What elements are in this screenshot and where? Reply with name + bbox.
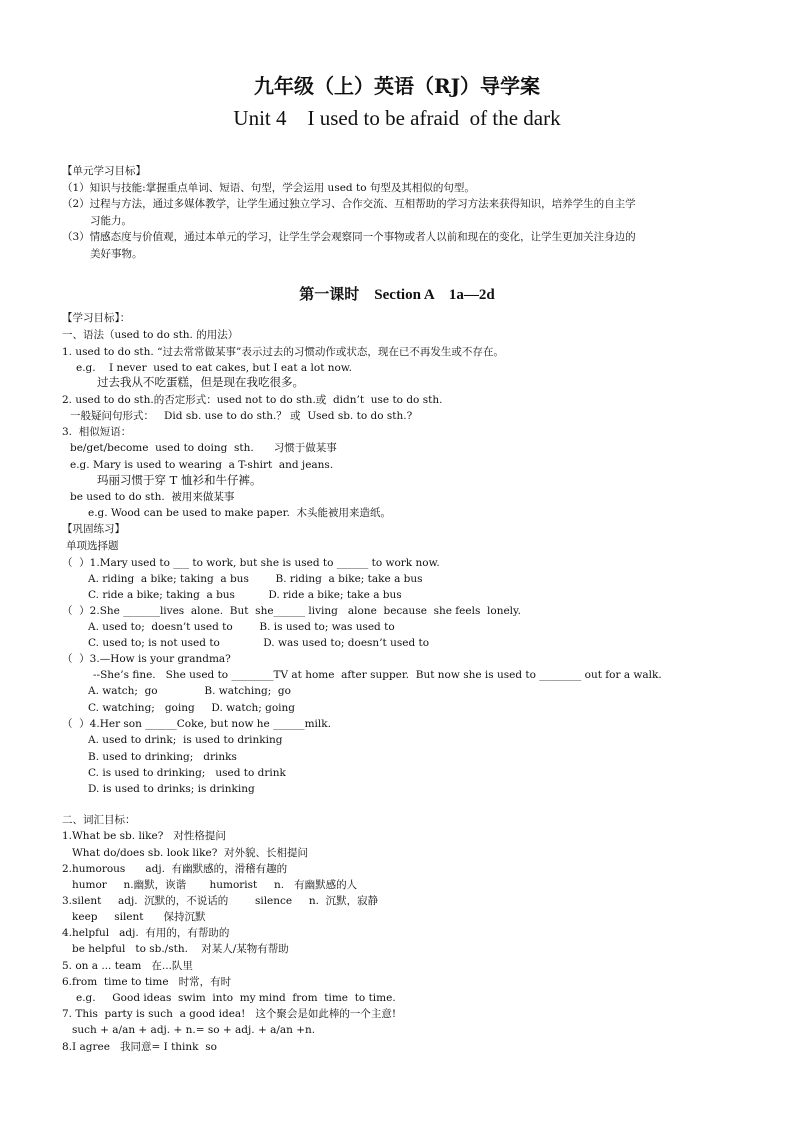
unit-goal-3: （3）情感态度与价值观，通过本单元的学习，让学生学会观察同一个事物或者人以前和现在的变化，让学生更加关注身边的 — [62, 231, 636, 243]
grammar-example-1: e.g. I never used to eat cakes, but I eat a lot now. — [76, 362, 352, 374]
vocab-item-7-sub: such + a/an + adj. + n.= so + adj. + a/an +n. — [72, 1024, 316, 1036]
vocab-item-4: 4.helpful adj. 有用的，有帮助的 — [62, 927, 230, 939]
question-3-options-ab: A. watch; go B. watching; go — [88, 685, 291, 697]
grammar-point-2-question: 一般疑问句形式： Did sb. use to do sth.？ 或 Used sb. to do sth.? — [70, 410, 413, 422]
vocab-heading: 二、词汇目标： — [62, 814, 136, 826]
question-4-option-c: C. is used to drinking; used to drink — [88, 767, 286, 779]
vocab-item-4-sub: be helpful to sb./sth. 对某人/某物有帮助 — [72, 943, 289, 955]
question-4-option-d: D. is used to drinks; is drinking — [88, 783, 255, 795]
vocab-item-7: 7. This party is such a good idea! 这个聚会是如此棒的一个主意! — [62, 1008, 397, 1020]
grammar-heading: 一、语法（used to do sth. 的用法） — [62, 329, 239, 341]
similar-phrase-2: be used to do sth. 被用来做某事 — [70, 491, 235, 503]
page-title: 九年级（上）英语（RJ）导学案 — [253, 74, 541, 98]
question-2-options-ab: A. used to; doesn’t used to B. is used to; was used to — [88, 621, 395, 633]
learning-goals-heading: 【学习目标】： — [62, 312, 131, 324]
question-3-body: --She’s fine. She used to ________TV at home after supper. But now she is used to ________ out for a walk. — [93, 669, 662, 681]
vocab-item-2: 2.humorous adj. 有幽默感的，滑稽有趣的 — [62, 863, 288, 875]
grammar-point-2: 2. used to do sth.的否定形式：used not to do sth.或 didn’t use to do sth. — [62, 394, 443, 406]
vocab-item-6: 6.from time to time 时常，有时 — [62, 976, 232, 988]
page-subtitle: Unit 4 I used to be afraid of the dark — [233, 106, 561, 130]
grammar-example-1-cn: 过去我从不吃蛋糕，但是现在我吃很多。 — [97, 375, 304, 389]
lesson-title: 第一课时 Section A 1a—2d — [299, 287, 495, 303]
vocab-item-3: 3.silent adj. 沉默的，不说话的 silence n. 沉默，寂静 — [62, 895, 379, 907]
question-2-options-cd: C. used to; is not used to D. was used to; doesn’t used to — [88, 637, 430, 649]
unit-goal-3-cont: 美好事物。 — [90, 248, 143, 260]
grammar-point-1: 1. used to do sth. “过去常常做某事”表示过去的习惯动作或状态，现在已不再发生或不存在。 — [62, 346, 504, 358]
vocab-item-6-example: e.g. Good ideas swim into my mind from time to time. — [76, 992, 396, 1004]
vocab-item-3-sub: keep silent 保持沉默 — [72, 911, 206, 923]
question-1: （ ）1.Mary used to ___ to work, but she is used to ______ to work now. — [62, 557, 440, 569]
question-4-option-a: A. used to drink; is used to drinking — [88, 734, 283, 746]
grammar-point-3: 3. 相似短语： — [62, 426, 132, 438]
question-3: （ ）3.—How is your grandma? — [62, 653, 231, 665]
mc-heading: 单项选择题 — [66, 540, 119, 552]
vocab-item-1-sub: What do/does sb. look like? 对外貌、长相提问 — [72, 847, 309, 859]
question-4-option-b: B. used to drinking; drinks — [88, 751, 237, 763]
vocab-item-1: 1.What be sb. like? 对性格提问 — [62, 830, 226, 842]
question-1-options-cd: C. ride a bike; taking a bus D. ride a bike; take a bus — [88, 589, 402, 601]
question-4: （ ）4.Her son ______Coke, but now he ______milk. — [62, 718, 331, 730]
unit-goal-1: （1）知识与技能:掌握重点单词、短语、句型，学会运用 used to 句型及其相似的句型。 — [62, 182, 475, 194]
vocab-item-5: 5. on a ... team 在...队里 — [62, 960, 193, 972]
similar-phrase-2-example: e.g. Wood can be used to make paper. 木头能被用来造纸。 — [88, 507, 391, 519]
similar-phrase-1-example: e.g. Mary is used to wearing a T-shirt and jeans. — [70, 459, 334, 471]
question-3-options-cd: C. watching; going D. watch; going — [88, 702, 296, 714]
unit-goal-2-cont: 习能力。 — [90, 215, 132, 227]
question-2: （ ）2.She _______lives alone. But she______ living alone because she feels lonely. — [62, 605, 521, 617]
similar-phrase-1-cn: 玛丽习惯于穿 T 恤衫和牛仔裤。 — [97, 473, 262, 487]
vocab-item-8: 8.I agree 我同意= I think so — [62, 1041, 217, 1053]
similar-phrase-1: be/get/become used to doing sth. 习惯于做某事 — [70, 442, 337, 454]
unit-goals-heading: 【单元学习目标】 — [62, 165, 146, 177]
question-1-options-ab: A. riding a bike; taking a bus B. riding a bike; take a bus — [88, 573, 423, 585]
practice-heading: 【巩固练习】 — [62, 523, 125, 535]
vocab-item-2-sub: humor n.幽默，诙谐 humorist n. 有幽默感的人 — [72, 879, 358, 891]
unit-goal-2: （2）过程与方法，通过多媒体教学，让学生通过独立学习、合作交流、互相帮助的学习方法来获得知识，培养学生的自主学 — [62, 198, 636, 210]
